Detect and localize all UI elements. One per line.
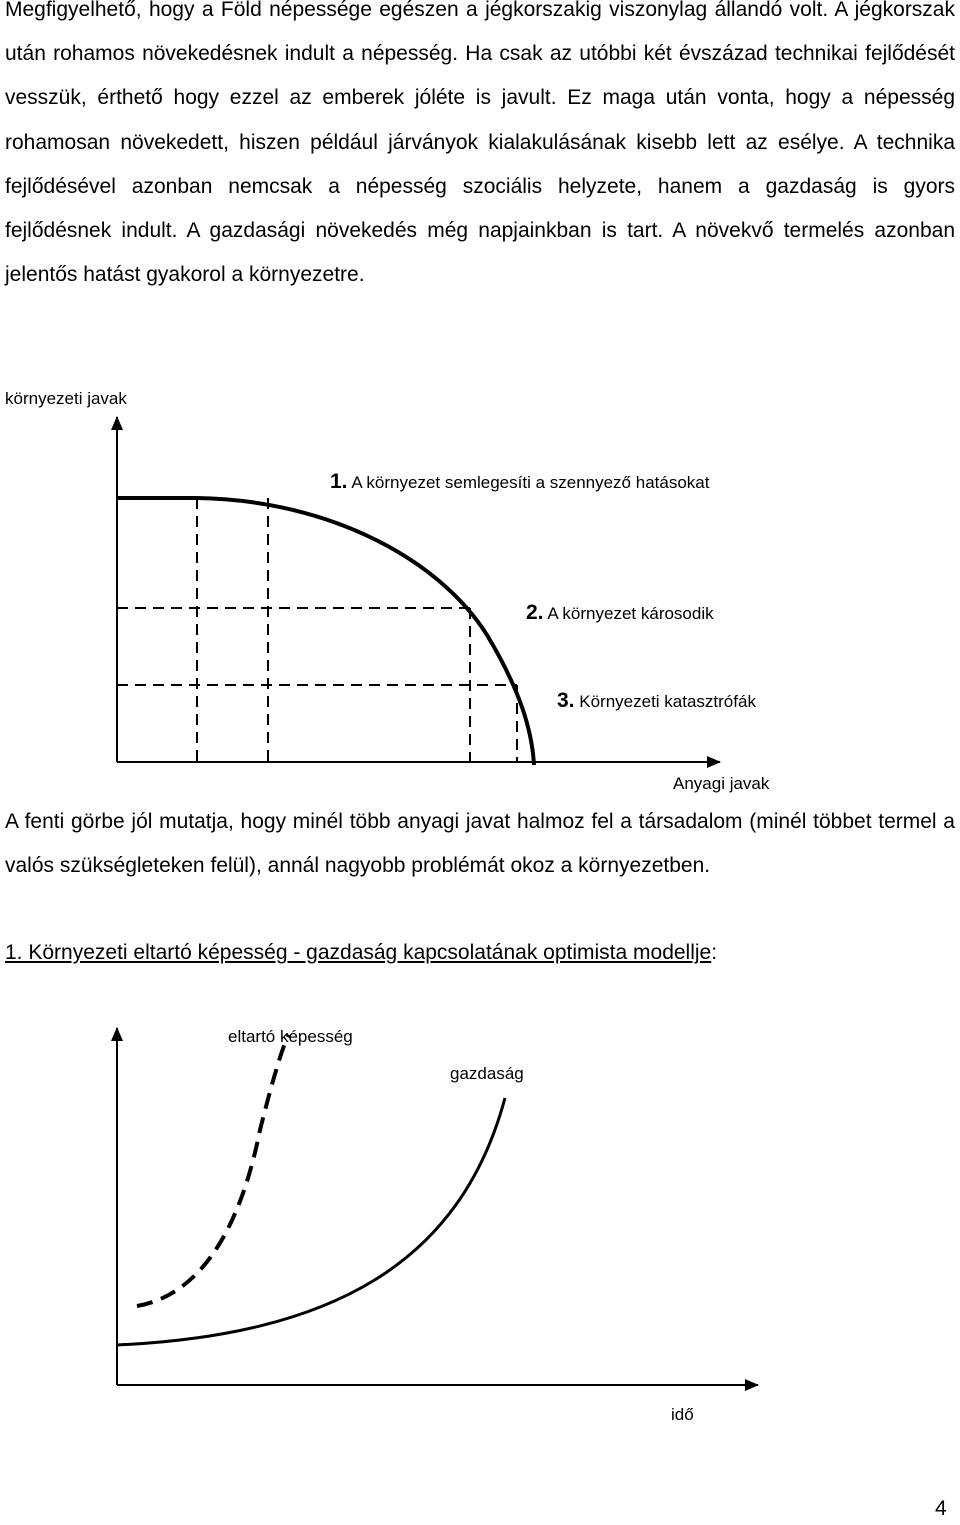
zone-2-number: 2. (526, 601, 544, 624)
economy-label: gazdaság (450, 1064, 524, 1083)
carrying-capacity-curve (137, 1035, 289, 1306)
carrying-capacity-label: eltartó képesség (228, 1027, 353, 1046)
zone-2-text: A környezet károsodik (547, 604, 714, 623)
time-axis-label: idő (671, 1405, 694, 1424)
zone-1-text: A környezet semlegesíti a szennyező hatásokat (351, 473, 710, 492)
zone-3-text: Környezeti katasztrófák (579, 692, 756, 711)
explanation-paragraph: A fenti görbe jól mutatja, hogy minél több anyagi javat halmoz fel a társadalom (minél többet termel a valós szükségleteken felül), annál nagyobb problémát okoz a környezetben. (5, 810, 955, 878)
zone-3-number: 3. (557, 689, 575, 712)
y-axis-label: környezeti javak (5, 389, 127, 408)
economy-curve (117, 1098, 505, 1345)
x-axis-label: Anyagi javak (673, 774, 770, 793)
section-title: Környezeti eltartó képesség - gazdaság kapcsolatának optimista modellje (22, 941, 712, 964)
page-number: 4 (935, 1497, 947, 1520)
section-colon: : (711, 941, 718, 964)
intro-paragraph: Megfigyelhető, hogy a Föld népessége egészen a jégkorszakig viszonylag állandó volt. A jégkorszak után rohamos növekedésnek indult a népesség. Ha csak az utóbbi két évszázad technikai fejlődését vesszük, érthető hogy ezzel az emberek jóléte is javult. Ez maga után vonta, hogy a népesség rohamosan növekedett, hiszen például járványok kialakulásának kisebb lett az esélye. A technika fejlődésével azonban nemcsak a népesség szociális helyzete, hanem a gazdaság is gyors fejlődésnek indult. A gazdasági növekedés még napjainkban is tart. A növekvő termelés azonban jelentős hatást gyakorol a környezetre. (5, 0, 955, 287)
section-number: 1. (5, 941, 23, 964)
zone-1-number: 1. (330, 470, 348, 493)
